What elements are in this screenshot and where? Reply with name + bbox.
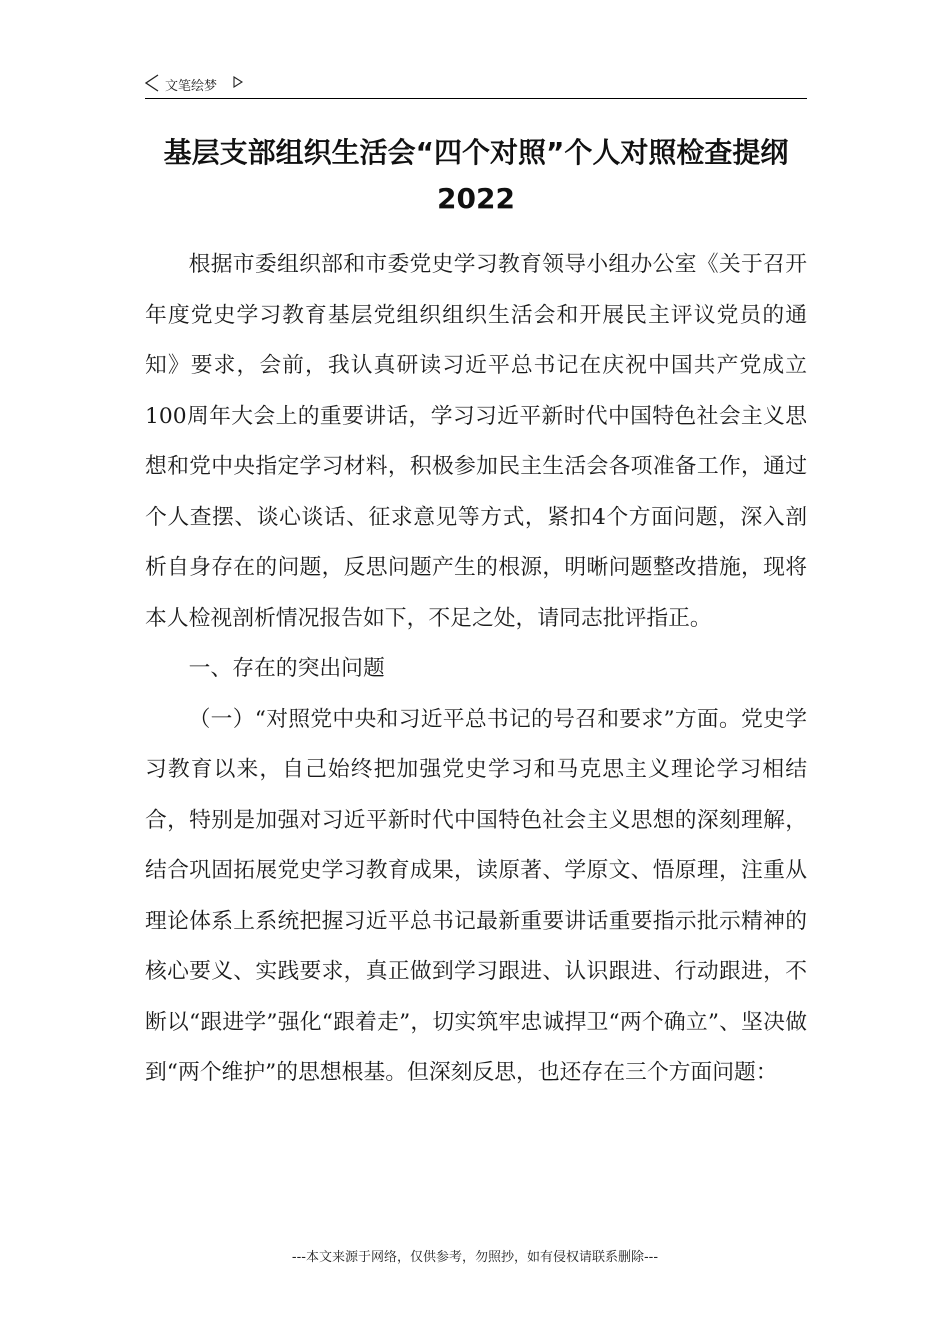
title-line-1: 基层支部组织生活会“四个对照”个人对照检查提纲 bbox=[163, 136, 789, 169]
section-heading: 一、存在的突出问题 bbox=[188, 656, 385, 681]
title-line-2: 2022 bbox=[437, 182, 515, 215]
paragraph-intro: 根据市委组织部和市委党史学习教育领导小组办公室《关于召开年度党史学习教育基层党组织组织生活会和开展民主评议党员的通知》要求，会前，我认真研读习近平总书记在庆祝中国共产党成立100周年大会上的重要讲话，学习习近平新时代中国特色社会主义思想和党中央指定学习材料，积极参加民主生活会各项准备工作，通过个人查摆、谈心谈话、征求意见等方式，紧扣4个方面问题，深入剖析自身存在的问题，反思问题产生的根源，明晰问题整改措施，现将本人检视剖析情况报告如下，不足之处，请同志批评指正。 bbox=[145, 252, 807, 631]
left-triangle-icon bbox=[145, 74, 159, 92]
page-header bbox=[145, 72, 807, 99]
document-title bbox=[120, 130, 832, 222]
right-triangle-icon bbox=[233, 76, 243, 88]
document-body bbox=[145, 240, 807, 1099]
page-footer: ---本文来源于网络，仅供参考，勿照抄，如有侵权请联系删除--- bbox=[291, 1250, 659, 1265]
header-label: 文笔绘梦 bbox=[165, 79, 218, 94]
paragraph-section-1: （一）“对照党中央和习近平总书记的号召和要求”方面。党史学习教育以来，自己始终把加强党史学习和马克思主义理论学习相结合，特别是加强对习近平新时代中国特色社会主义思想的深刻理解，结合巩固拓展党史学习教育成果，读原著、学原文、悟原理，注重从理论体系上系统把握习近平总书记最新重要讲话重要指示批示精神的核心要义、实践要求，真正做到学习跟进、认识跟进、行动跟进，不断以“跟进学”强化“跟着走”，切实筑牢忠诚捍卫“两个确立”、坚决做到“两个维护”的思想根基。但深刻反思，也还存在三个方面问题： bbox=[145, 706, 807, 1085]
